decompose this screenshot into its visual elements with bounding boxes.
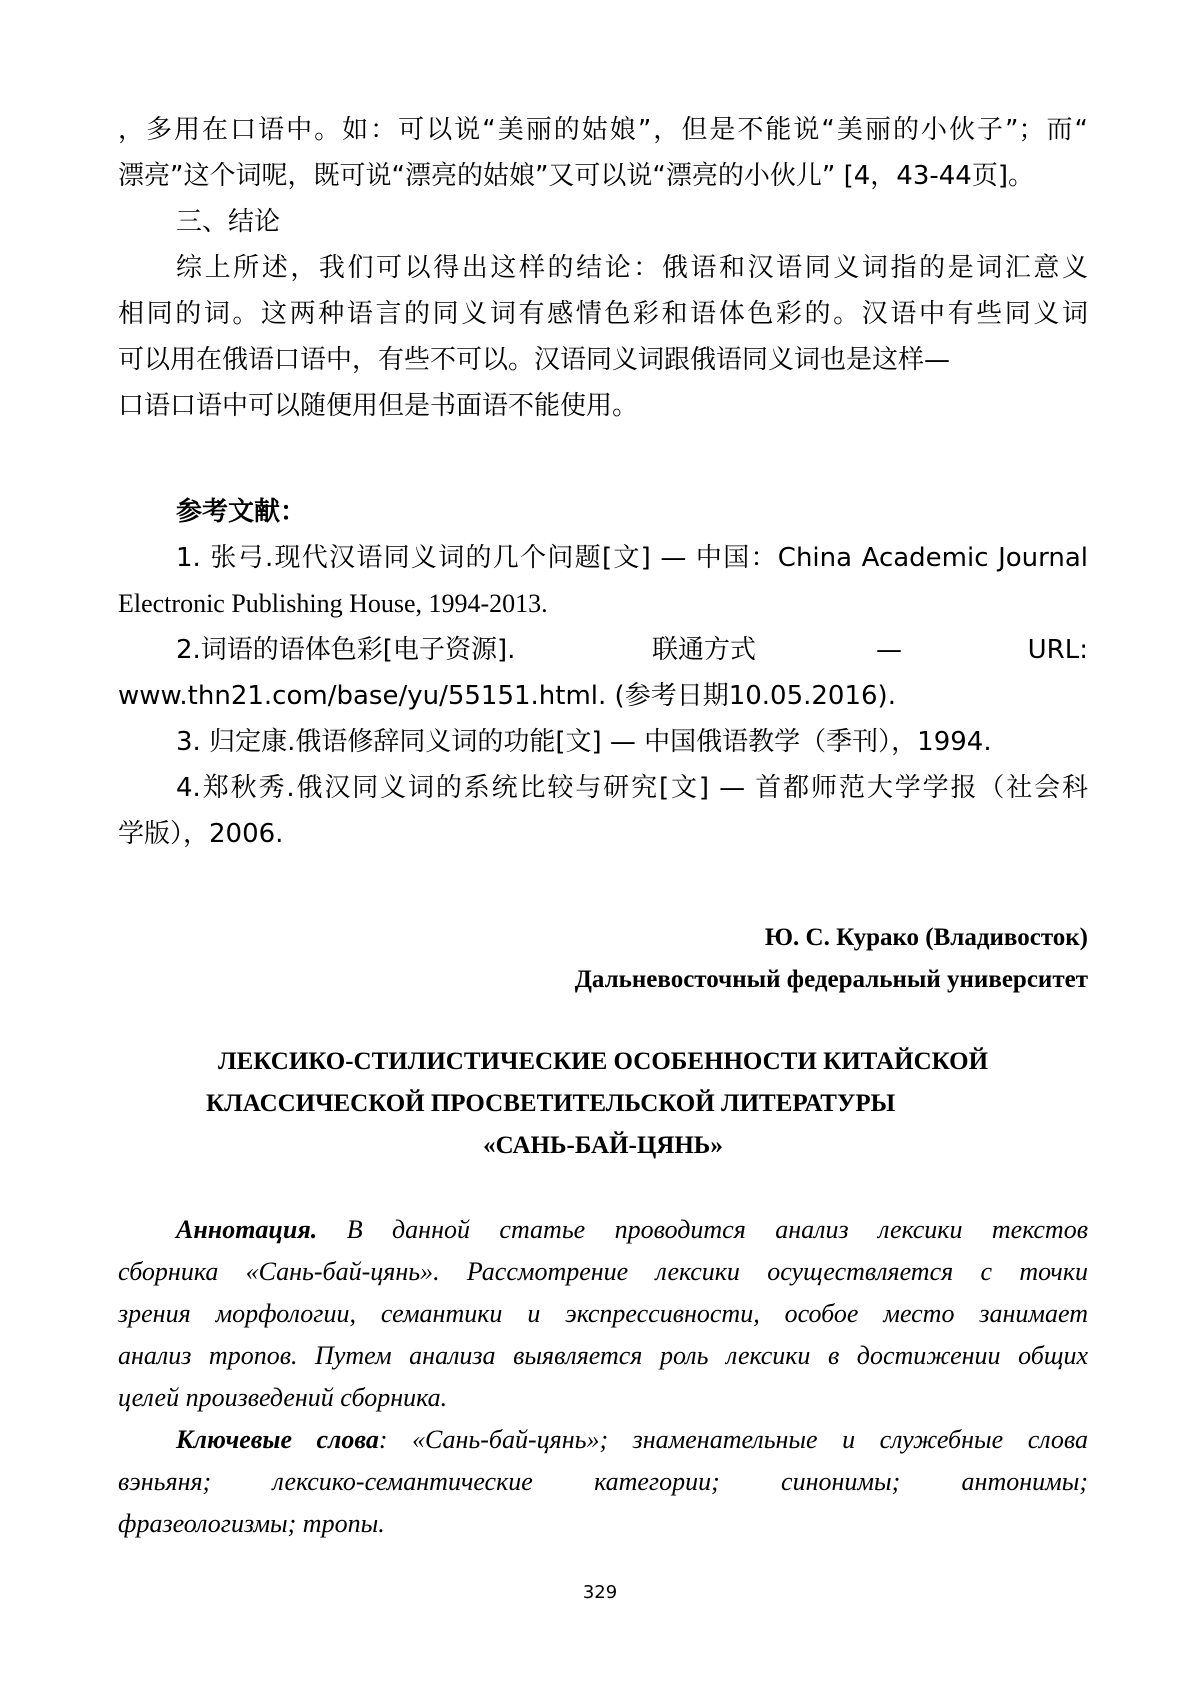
body-line-7: 口语口语中可以随便用但是书面语不能使用。 bbox=[118, 391, 639, 421]
references-title: 参考文献： bbox=[176, 497, 307, 527]
reference-1-line-2: Electronic Publishing House, 1994-2013. bbox=[118, 589, 548, 618]
keywords-line-2: вэньяня; лексико-семантические категории; синонимы; антонимы; bbox=[118, 1467, 1088, 1496]
reference-3-line-1: 3. 归定康.俄语修辞同义词的功能[文] — 中国俄语教学（季刊），1994. bbox=[176, 727, 992, 757]
reference-4-line-2: 学版），2006. bbox=[118, 819, 284, 849]
author-affiliation: Дальневосточный федеральный университет bbox=[574, 966, 1088, 993]
body-line-4: 综上所述，我们可以得出这样的结论：俄语和汉语同义词指的是词汇意义 bbox=[176, 253, 1088, 283]
reference-1-line-1: 1. 张弓.现代汉语同义词的几个问题[文] — 中国：China Academic Journal bbox=[176, 543, 1088, 573]
reference-2-access: 联通方式 bbox=[652, 635, 757, 665]
reference-4-line-1: 4.郑秋秀.俄汉同义词的系统比较与研究[文] — 首都师范大学学报（社会科 bbox=[176, 773, 1088, 803]
reference-2-line-2: www.thn21.com/base/yu/55151.html. (参考日期10.05.2016). bbox=[118, 681, 896, 711]
annotation-text-1: В данной статье проводится анализ лексики текстов bbox=[317, 1215, 1088, 1244]
reference-2-title: 2.词语的语体色彩[电子资源]. bbox=[176, 635, 516, 665]
annotation-line-5: целей произведений сборника. bbox=[118, 1383, 448, 1412]
keywords-line-1 bbox=[176, 1416, 1088, 1464]
article-title-line-3: «САНЬ-БАЙ-ЦЯНЬ» bbox=[483, 1132, 723, 1159]
section-heading-conclusion: 三、结论 bbox=[176, 207, 281, 237]
body-line-1: ，多用在口语中。如：可以说“美丽的姑娘”，但是不能说“美丽的小伙子”；而“ bbox=[118, 115, 1088, 145]
reference-2-dash: — bbox=[876, 635, 902, 665]
page-number: 329 bbox=[582, 1582, 618, 1603]
annotation-line-4: анализ тропов. Путем анализа выявляется роль лексики в достижении общих bbox=[118, 1341, 1088, 1370]
annotation-line-3: зрения морфологии, семантики и экспрессивности, особое место занимает bbox=[118, 1299, 1088, 1328]
author-name: Ю. С. Курако (Владивосток) bbox=[764, 924, 1088, 951]
annotation-label: Аннотация. bbox=[176, 1215, 318, 1244]
annotation-line-2: сборника «Сань-бай-цянь». Рассмотрение лексики осуществляется с точки bbox=[118, 1257, 1088, 1286]
body-line-6: 可以用在俄语口语中，有些不可以。汉语同义词跟俄语同义词也是这样— bbox=[118, 345, 951, 375]
body-line-2: 漂亮”这个词呢，既可说“漂亮的姑娘”又可以说“漂亮的小伙儿” [4，43-44页]。 bbox=[118, 161, 1034, 191]
annotation-line-1 bbox=[176, 1206, 1088, 1254]
keywords-label: Ключевые слова bbox=[176, 1425, 379, 1454]
keywords-text-1: : «Сань-бай-цянь»; знаменательные и служебные слова bbox=[378, 1425, 1088, 1454]
article-title-line-2: КЛАССИЧЕСКОЙ ПРОСВЕТИТЕЛЬСКОЙ ЛИТЕРАТУРЫ bbox=[206, 1090, 896, 1117]
body-line-5: 相同的词。这两种语言的同义词有感情色彩和语体色彩的。汉语中有些同义词 bbox=[118, 299, 1088, 329]
keywords-line-3: фразеологизмы; тропы. bbox=[118, 1509, 385, 1538]
article-title-line-1: ЛЕКСИКО-СТИЛИСТИЧЕСКИЕ ОСОБЕННОСТИ КИТАЙСКОЙ bbox=[217, 1048, 989, 1075]
reference-2-url-label: URL: bbox=[1027, 635, 1088, 665]
